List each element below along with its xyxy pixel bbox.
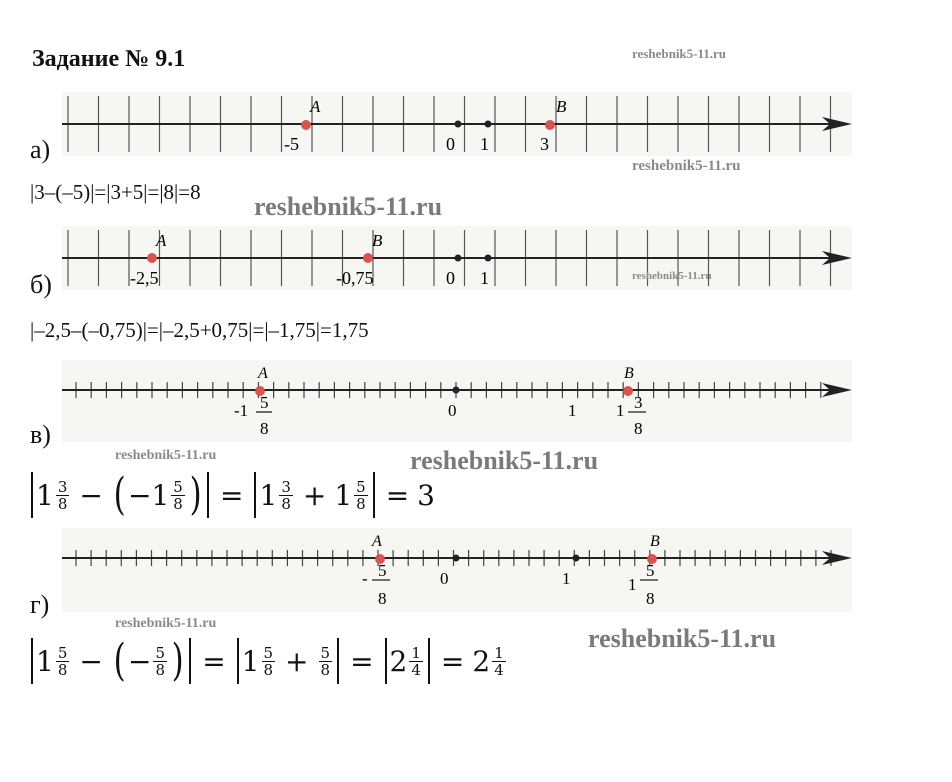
eq-v-result: 3 bbox=[417, 478, 435, 512]
point-b-dot bbox=[623, 386, 633, 396]
part-g-label: г) bbox=[30, 590, 50, 619]
number-line-a bbox=[62, 92, 852, 156]
point-b-dot bbox=[363, 253, 373, 263]
eq-g-frac5: $\frac{1}{4}$ bbox=[411, 643, 421, 679]
point-a-letter: A bbox=[310, 97, 321, 116]
point-a-letter: A bbox=[156, 231, 167, 250]
eq-g-one: 1 bbox=[36, 644, 54, 678]
eq-v-frac1: $\frac{3}{8}$ bbox=[57, 477, 68, 513]
eq-g-frac6: $\frac{1}{4}$ bbox=[494, 643, 504, 679]
eq-g-frac1: $\frac{5}{8}$ bbox=[57, 643, 68, 679]
tick-label-zero: 0 bbox=[446, 268, 455, 288]
tick-label-zero: 0 bbox=[448, 401, 457, 420]
equation-b: |–2,5–(–0,75)|=|–2,5+0,75|=|–1,75|=1,75 bbox=[30, 318, 369, 342]
point-a-dot bbox=[147, 253, 157, 263]
eq-v-neg: −1 bbox=[128, 478, 170, 512]
eq-g-two-b: 2 bbox=[472, 644, 491, 678]
tick-label-one: 1 bbox=[480, 134, 489, 154]
number-line-g bbox=[62, 528, 852, 612]
eq-v-one-b: 1 bbox=[259, 478, 278, 512]
tick-label-b-whole: 1 bbox=[616, 401, 625, 420]
watermark-v-left: reshebnik5-11.ru bbox=[115, 448, 217, 463]
point-b-letter: B bbox=[650, 533, 660, 550]
eq-v-plus: + bbox=[302, 478, 327, 512]
eq-v-frac4: $\frac{5}{8}$ bbox=[356, 477, 366, 513]
eq-g-neg: − bbox=[128, 644, 152, 678]
eq-g-frac2: $\frac{5}{8}$ bbox=[155, 643, 166, 679]
page-title: Задание № 9.1 bbox=[32, 46, 186, 72]
eq-g-eq: = bbox=[202, 644, 226, 678]
watermark-b-right: reshebnik5-11.ru bbox=[632, 270, 712, 282]
part-v-label: в) bbox=[30, 420, 51, 449]
tick-label-b-whole: 1 bbox=[628, 575, 637, 594]
eq-g-two: 2 bbox=[389, 644, 408, 678]
watermark-g-left: reshebnik5-11.ru bbox=[115, 616, 217, 631]
equation-v: 1 $\frac{3}{8}$ − ( −1 $\frac{5}{8}$ ) = 1 $\frac{3}{8}$ + 1 $\frac{5}{8}$ = 3 bbox=[28, 470, 435, 520]
tick-label-zero: 0 bbox=[440, 569, 449, 588]
watermark-a-eq: reshebnik5-11.ru bbox=[254, 192, 443, 221]
tick-label-b: -0,75 bbox=[336, 268, 374, 288]
point-b-dot bbox=[545, 120, 555, 130]
tick-label-a-den: 8 bbox=[378, 589, 387, 608]
tick-label-a: -5 bbox=[284, 134, 299, 154]
eq-v-minus: − bbox=[79, 478, 103, 512]
eq-v-frac2: $\frac{5}{8}$ bbox=[173, 477, 183, 513]
tick-label-b-num: 5 bbox=[646, 561, 655, 580]
eq-g-frac3: $\frac{5}{8}$ bbox=[263, 643, 274, 679]
point-a-letter: A bbox=[372, 533, 382, 550]
point-b-letter: B bbox=[556, 97, 567, 116]
watermark-g-right: reshebnik5-11.ru bbox=[588, 624, 777, 653]
watermark-top: reshebnik5-11.ru bbox=[632, 46, 727, 61]
eq-v-frac3: $\frac{3}{8}$ bbox=[281, 477, 291, 513]
eq-v-eq: = bbox=[220, 478, 244, 512]
eq-g-eq2: = bbox=[350, 644, 374, 678]
tick-label-a-whole: -1 bbox=[234, 401, 249, 420]
eq-g-frac4: $\frac{5}{8}$ bbox=[320, 643, 331, 679]
equation-g: 1 $\frac{5}{8}$ − ( − $\frac{5}{8}$ ) = 1 $\frac{5}{8}$ + $\frac{5}{8}$ = 2 $\frac{1}{4}$ = 2 $\frac{1}{4}$ bbox=[28, 636, 508, 686]
tick-label-a-num: 5 bbox=[260, 393, 269, 412]
tick-label-b-num: 3 bbox=[634, 393, 643, 412]
eq-g-one-b: 1 bbox=[241, 644, 260, 678]
point-a-letter: A bbox=[258, 365, 268, 382]
tick-label-one: 1 bbox=[568, 401, 577, 420]
tick-label-b-den: 8 bbox=[646, 589, 655, 608]
tick-label-b-den: 8 bbox=[634, 419, 643, 438]
tick-label-b: 3 bbox=[540, 134, 549, 154]
number-line-b bbox=[62, 226, 852, 290]
eq-v-one: 1 bbox=[36, 478, 54, 512]
tick-label-one: 1 bbox=[562, 569, 571, 588]
point-a-dot bbox=[301, 120, 311, 130]
watermark-a-right: reshebnik5-11.ru bbox=[632, 158, 741, 174]
number-line-v bbox=[62, 360, 852, 442]
eq-g-eq3: = bbox=[440, 644, 465, 678]
tick-label-a-num: 5 bbox=[378, 561, 387, 580]
eq-v-one-c: 1 bbox=[334, 478, 353, 512]
tick-label-a: -2,5 bbox=[130, 268, 159, 288]
tick-label-zero: 0 bbox=[446, 134, 455, 154]
eq-v-eq2: = bbox=[385, 478, 410, 512]
part-a-label: а) bbox=[30, 135, 51, 164]
watermark-v-mid: reshebnik5-11.ru bbox=[410, 446, 599, 475]
tick-label-one: 1 bbox=[480, 268, 489, 288]
equation-a: |3–(–5)|=|3+5|=|8|=8 bbox=[30, 180, 201, 204]
point-b-letter: B bbox=[624, 365, 634, 382]
tick-label-a-den: 8 bbox=[260, 419, 269, 438]
eq-g-plus: + bbox=[285, 644, 309, 678]
point-b-letter: B bbox=[372, 231, 383, 250]
eq-g-minus: − bbox=[79, 644, 103, 678]
tick-label-a-minus: - bbox=[362, 569, 368, 588]
part-b-label: б) bbox=[30, 270, 52, 299]
